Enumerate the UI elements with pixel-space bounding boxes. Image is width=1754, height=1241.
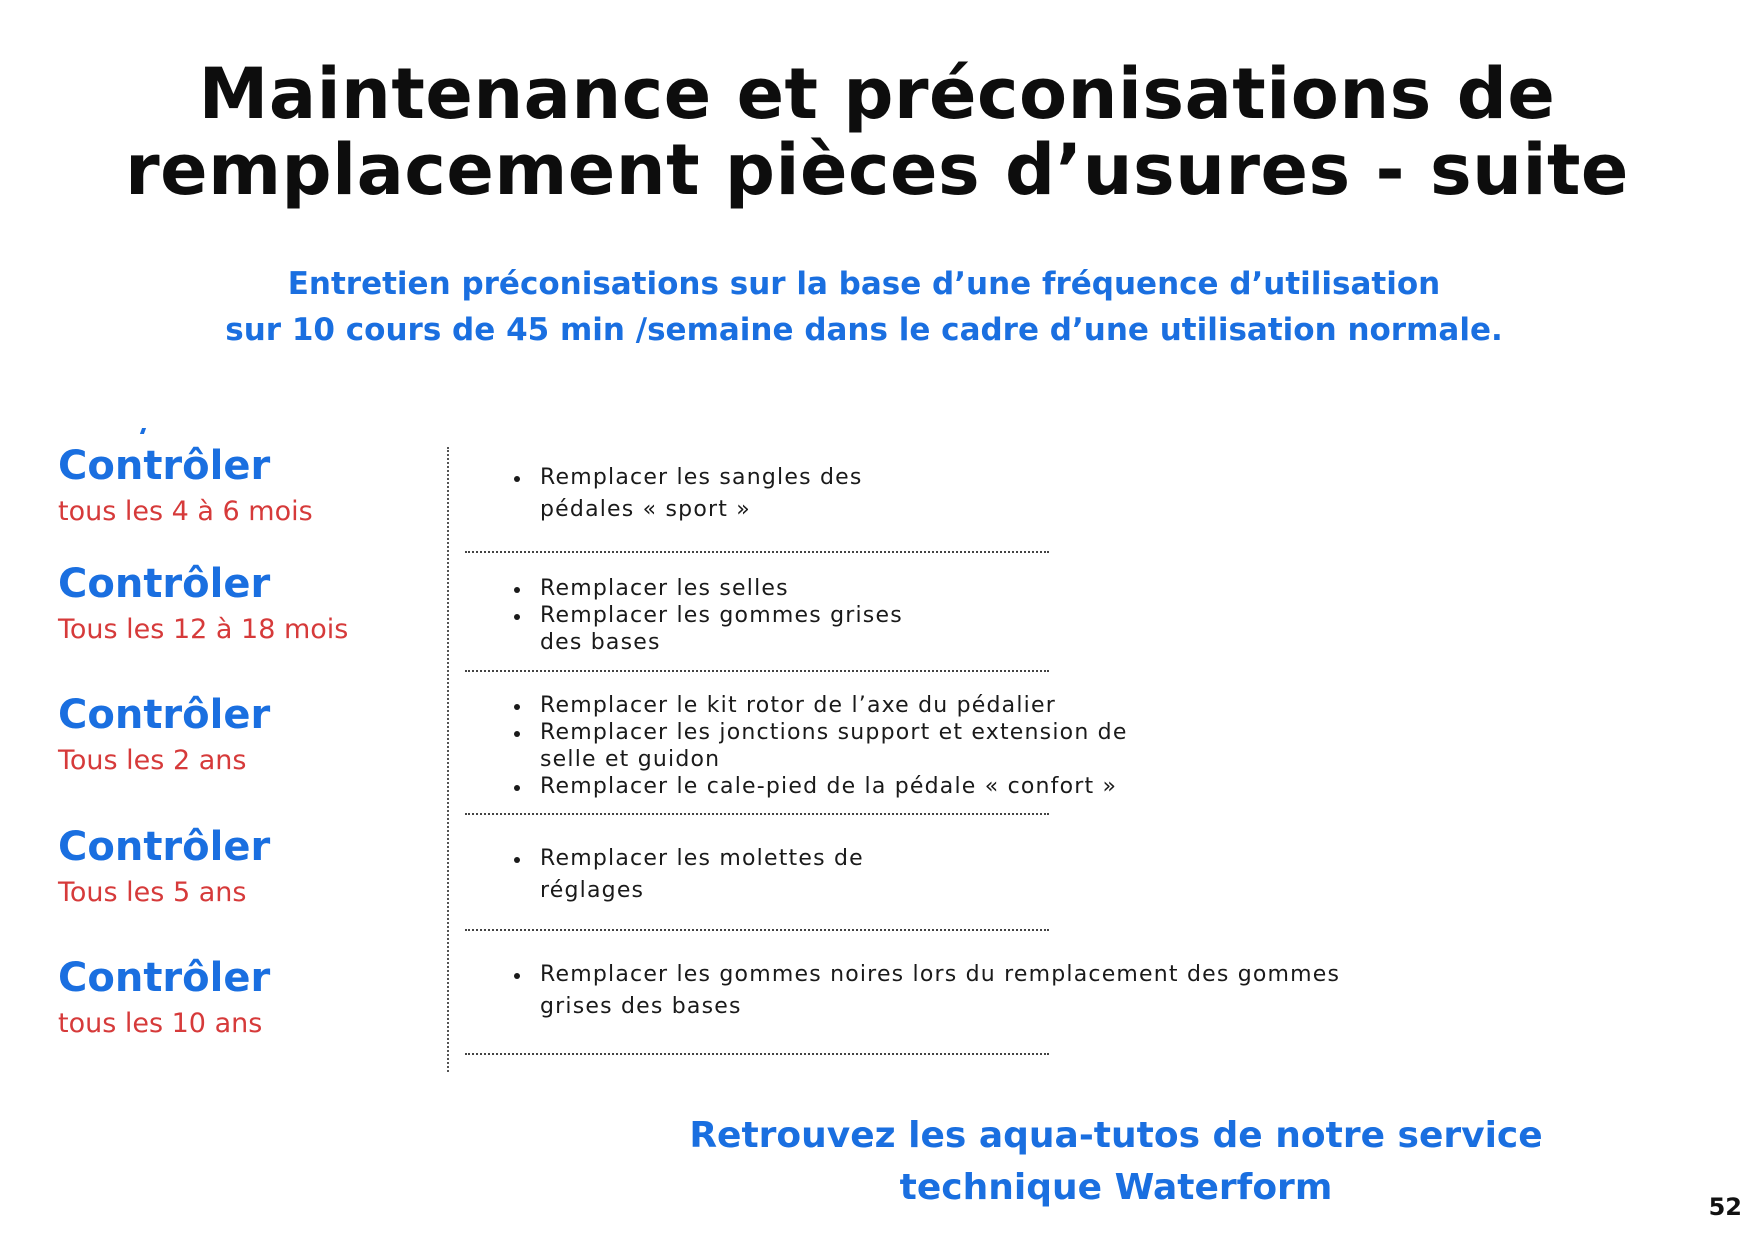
page-subtitle [0, 261, 1728, 353]
action-item: Remplacer les gommes noires lors du remplacement des gommes grises des bases [510, 959, 1340, 1023]
check-frequency: tous les 4 à 6 mois [58, 496, 313, 527]
check-verb: Contrôler [58, 561, 271, 607]
schedule-actions-1 [510, 462, 863, 526]
row-separator [465, 1053, 1049, 1055]
title-line-1: Maintenance et préconisations de [198, 53, 1556, 135]
schedule-label-4 [58, 825, 438, 909]
row-separator [465, 929, 1049, 931]
check-frequency: tous les 10 ans [58, 1008, 263, 1039]
action-item: Remplacer le kit rotor de l’axe du pédalier [510, 692, 1128, 719]
row-separator [465, 813, 1049, 815]
check-frequency: Tous les 12 à 18 mois [58, 614, 349, 645]
schedule-label-3 [58, 693, 438, 777]
schedule-label-5 [58, 956, 438, 1040]
footer-line-1: Retrouvez les aqua-tutos de notre service [689, 1115, 1543, 1156]
action-item: Remplacer les molettes de réglages [510, 843, 864, 907]
check-frequency: Tous les 5 ans [58, 877, 247, 908]
schedule-actions-5 [510, 959, 1340, 1023]
title-line-2: remplacement pièces d’usures - suite [125, 129, 1629, 211]
schedule-actions-4 [510, 843, 864, 907]
row-separator [465, 670, 1049, 672]
check-verb: Contrôler [58, 443, 271, 489]
page-title [0, 53, 1754, 211]
subtitle-line-1: Entretien préconisations sur la base d’une fréquence d’utilisation [287, 266, 1441, 302]
page-number: 52 [1708, 1193, 1742, 1221]
action-item: Remplacer les gommes grises des bases [510, 602, 903, 656]
action-item: Remplacer le cale-pied de la pédale « confort » [510, 773, 1128, 800]
schedule-label-1 [58, 444, 438, 528]
action-item: Remplacer les jonctions support et extension de selle et guidon [510, 719, 1128, 773]
accent-mark [140, 428, 146, 434]
vertical-divider [447, 447, 449, 1072]
footer-line-2: technique Waterform [899, 1167, 1333, 1208]
footer-callout [660, 1110, 1572, 1214]
check-verb: Contrôler [58, 955, 271, 1001]
schedule-actions-3 [510, 692, 1128, 800]
check-frequency: Tous les 2 ans [58, 745, 247, 776]
row-separator [465, 551, 1049, 553]
action-item: Remplacer les selles [510, 575, 903, 602]
check-verb: Contrôler [58, 824, 271, 870]
action-item: Remplacer les sangles des pédales « sport » [510, 462, 863, 526]
check-verb: Contrôler [58, 692, 271, 738]
schedule-label-2 [58, 562, 438, 646]
schedule-actions-2 [510, 575, 903, 656]
subtitle-line-2: sur 10 cours de 45 min /semaine dans le cadre d’une utilisation normale. [225, 312, 1503, 348]
